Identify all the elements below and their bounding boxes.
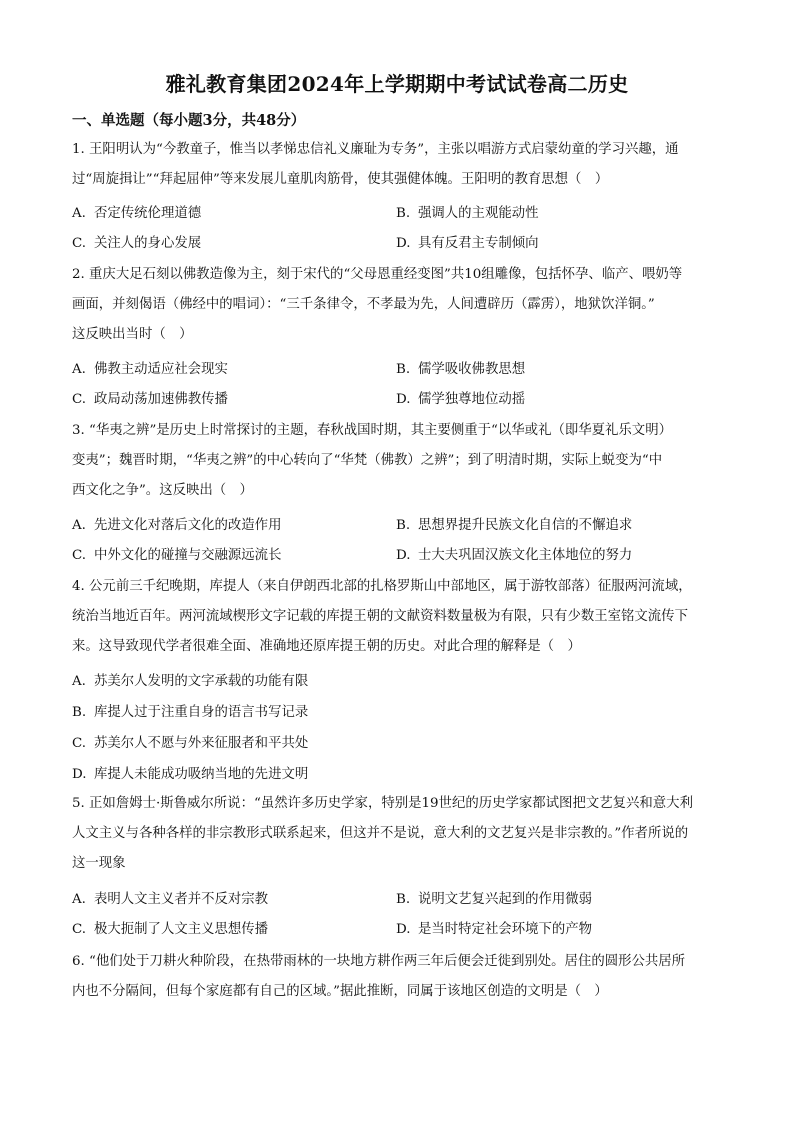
question-1-stem xyxy=(72,135,724,195)
question-line: 变夷”；魏晋时期，“华夷之辨”的中心转向了“华梵（佛教）之辨”；到了明清时期，实际上蜕变为“中 xyxy=(72,453,663,468)
option-c[interactable]: C. 苏美尔人不愿与外来征服者和平共处 xyxy=(72,736,309,751)
option-a[interactable]: A. 苏美尔人发明的文字承载的功能有限 xyxy=(72,674,309,689)
option-d[interactable]: D. 儒学独尊地位动摇 xyxy=(396,392,526,407)
option-a[interactable]: A. 表明人文主义者并不反对宗教 xyxy=(72,892,269,907)
question-line: 人文主义与各种各样的非宗教形式联系起来，但这并不是说，意大利的文艺复兴是非宗教的。”作者所说的 xyxy=(72,826,689,841)
option-b[interactable]: B. 说明文艺复兴起到的作用微弱 xyxy=(396,892,593,907)
option-d[interactable]: D. 具有反君主专制倾向 xyxy=(396,236,539,251)
question-2-stem xyxy=(72,260,724,350)
section-heading: 一、单选题（每小题3分，共48分） xyxy=(72,112,306,129)
question-line: 3. “华夷之辨”是历史上时常探讨的主题，春秋战国时期，其主要侧重于“以华或礼（即华夏礼乐文明） xyxy=(72,423,672,438)
question-line: 1. 王阳明认为“今教童子，惟当以孝悌忠信礼义廉耻为专务”，主张以唱游方式启蒙幼童的学习兴趣，通 xyxy=(72,142,679,157)
question-line: 统治当地近百年。两河流域楔形文字记载的库提王朝的文献资料数量极为有限，只有少数王室铭文流传下 xyxy=(72,609,688,624)
option-a[interactable]: A. 先进文化对落后文化的改造作用 xyxy=(72,518,282,533)
question-line: 内也不分隔间，但每个家庭都有自己的区域。”据此推断，同属于该地区创造的文明是（ ） xyxy=(72,984,608,999)
question-3-stem xyxy=(72,416,724,506)
page-title: 雅礼教育集团2024年上学期期中考试试卷高二历史 xyxy=(165,72,629,96)
option-d[interactable]: D. 库提人未能成功吸纳当地的先进文明 xyxy=(72,767,309,782)
option-a[interactable]: A. 佛教主动适应社会现实 xyxy=(72,362,228,377)
option-b[interactable]: B. 强调人的主观能动性 xyxy=(396,206,539,221)
option-c[interactable]: C. 极大扼制了人文主义思想传播 xyxy=(72,922,269,937)
question-line: 6. “他们处于刀耕火种阶段，在热带雨林的一块地方耕作两三年后便会迁徙到别处。居住的圆形公共居所 xyxy=(72,954,686,969)
option-a[interactable]: A. 否定传统伦理道德 xyxy=(72,206,202,221)
question-line: 过“周旋揖让”“拜起屈伸”等来发展儿童肌肉筋骨，使其强健体魄。王阳明的教育思想（ ） xyxy=(72,172,609,187)
question-line: 5. 正如詹姆士·斯鲁威尔所说：“虽然许多历史学家，特别是19世纪的历史学家都试图把文艺复兴和意大利 xyxy=(72,796,693,811)
option-c[interactable]: C. 中外文化的碰撞与交融源远流长 xyxy=(72,548,282,563)
question-line: 这一现象 xyxy=(72,856,126,871)
option-c[interactable]: C. 关注人的身心发展 xyxy=(72,236,202,251)
question-5-stem xyxy=(72,789,724,879)
option-b[interactable]: B. 儒学吸收佛教思想 xyxy=(396,362,526,377)
question-line: 来。这导致现代学者很难全面、准确地还原库提王朝的历史。对此合理的解释是（ ） xyxy=(72,639,581,654)
question-6-stem xyxy=(72,947,724,1007)
question-line: 这反映出当时（ ） xyxy=(72,327,193,342)
option-d[interactable]: D. 士大夫巩固汉族文化主体地位的努力 xyxy=(396,548,633,563)
question-line: 2. 重庆大足石刻以佛教造像为主，刻于宋代的“父母恩重经变图”共10组雕像，包括怀孕、临产、喂奶等 xyxy=(72,267,683,282)
option-d[interactable]: D. 是当时特定社会环境下的产物 xyxy=(396,922,593,937)
option-b[interactable]: B. 思想界提升民族文化自信的不懈追求 xyxy=(396,518,633,533)
question-line: 西文化之争”。这反映出（ ） xyxy=(72,483,253,498)
question-line: 4. 公元前三千纪晚期，库提人（来自伊朗西北部的扎格罗斯山中部地区，属于游牧部落）征服两河流域， xyxy=(72,579,692,594)
option-b[interactable]: B. 库提人过于注重自身的语言书写记录 xyxy=(72,705,309,720)
option-c[interactable]: C. 政局动荡加速佛教传播 xyxy=(72,392,228,407)
question-4-stem xyxy=(72,572,724,662)
question-line: 画面，并刻偈语（佛经中的唱词）：“三千条律令，不孝最为先，人间遭辟历（霹雳），地狱饮洋铜。” xyxy=(72,297,655,312)
